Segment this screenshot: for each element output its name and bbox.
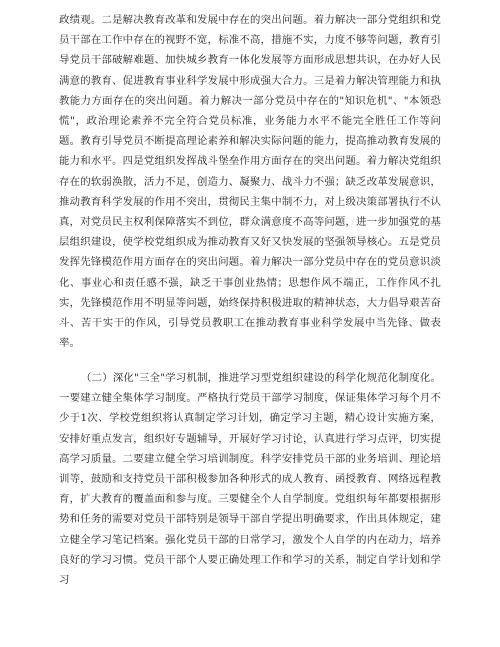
body-paragraph-2: （二）深化"三全"学习机制，推进学习型党组织建设的科学化规范化制度化。一要建立健全集体学习制度。严格执行党员干部学习制度，保证集体学习每个月不少于1次、学校党组织将认真制定学习计划，确定学习主题，精心设计实施方案，安排好重点发言，组织好专题辅导，开展好学习讨论，认真进行学习点评，切实提高学习质量。二要建立健全学习培训制度。科学安排党员干部的业务培训、理论培训等，鼓励和支持党员干部积极参加各种形式的成人教育、函授教育、网络远程教育，扩大教育的覆盖面和参与度。三要健全个人自学制度。党组织每年都要根据形势和任务的需要对党员干部特别是领导干部自学提出明确要求，作出具体规定，建立健全学习笔记档案。强化党员干部的日常学习，激发个人自学的内在动力，培养良好的学习习惯。党员干部个人要正确处理工作和学习的关系，制定自学计划和学习	[59, 372, 441, 587]
body-paragraph-1: 政绩观。二是解决教育改革和发展中存在的突出问题。着力解决一部分党组织和党员干部在工作中存在的视野不宽，标准不高，措施不实，力度不够等问题，教育引导党员干部破解难题、加快城乡教育一体化发展等方面形成思想共识，在办好人民满意的教育、促进教育事业科学发展中形成强大合力。三是着力解决管理能力和执教能力方面存在的突出问题。着力解决一部分党员中存在的"知识危机"、"本领恐慌"，政治理论素养不完全符合党员标准，业务能力水平不能完全胜任工作等问题。教育引导党员不断提高理论素养和解决实际问题的能力，提高推动教育发展的能力和水平。四是党组织发挥战斗堡垒作用方面存在的突出问题。着力解决党组织存在的软弱涣散，活力不足，创造力、凝聚力、战斗力不强；缺乏改革发展意识，推动教育科学发展的作用不突出，贯彻民主集中制不力，对上级决策部署执行不认真，对党员民主权利保障落实不到位，群众满意度不高等问题，进一步加强党的基层组织建设，使学校党组织成为推动教育又好又快发展的坚强领导核心。五是党员发挥先锋模范作用方面存在的突出问题。着力解决一部分党员中存在的党员意识淡化、事业心和责任感不强，缺乏干事创业热情；思想作风不端正，工作作风不扎实，先锋模范作用不明显等问题，始终保持积极进取的精神状态，大力倡导艰苦奋斗、苦干实干的作风，引导党员教职工在推动教育事业科学发展中当先锋、做表率。	[59, 14, 441, 350]
